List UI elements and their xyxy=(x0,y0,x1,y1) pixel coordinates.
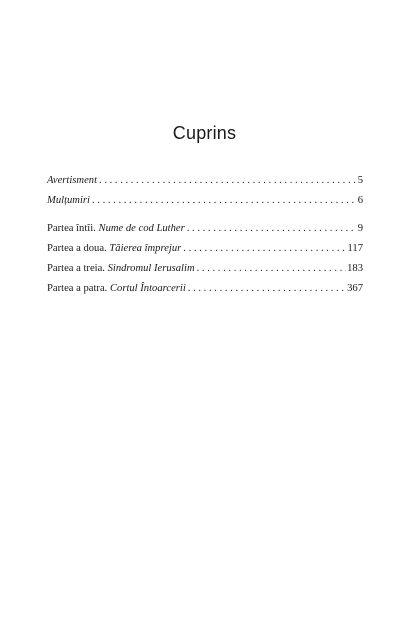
page-title: Cuprins xyxy=(172,123,237,143)
toc-entry-title: Sindromul Ierusalim xyxy=(107,263,195,274)
dot-leader xyxy=(188,281,346,297)
toc-entry-title: Mulțumiri xyxy=(47,195,90,206)
toc-entry-title: Nume de cod Luther xyxy=(98,223,185,234)
toc-part-prefix: Partea întîi. xyxy=(47,223,96,234)
toc-entry-part-1[interactable] xyxy=(47,221,363,237)
toc-entry-avertisment[interactable] xyxy=(47,173,363,189)
toc-part-prefix: Partea a patra. xyxy=(47,283,108,294)
toc-part-prefix: Partea a treia. xyxy=(47,263,105,274)
toc-part-prefix: Partea a doua. xyxy=(47,243,107,254)
dot-leader xyxy=(183,241,346,257)
toc-page-number: 6 xyxy=(357,195,363,206)
dot-leader xyxy=(197,261,347,277)
toc-entry-part-2[interactable] xyxy=(47,241,363,257)
dot-leader xyxy=(99,173,357,189)
toc-page-number: 9 xyxy=(357,223,363,234)
toc-page-number: 367 xyxy=(347,283,363,294)
toc-entry-part-4[interactable] xyxy=(47,281,363,297)
dot-leader xyxy=(92,193,357,209)
dot-leader xyxy=(187,221,357,237)
toc-entry-title: Avertisment xyxy=(47,175,98,186)
toc-page-number: 183 xyxy=(347,263,363,274)
toc-page-number: 117 xyxy=(347,243,363,254)
toc-entry-title: Tăierea împrejur xyxy=(109,243,182,254)
toc-page-number: 5 xyxy=(357,175,363,186)
toc-entry-multumiri[interactable] xyxy=(47,193,363,209)
toc-entry-part-3[interactable] xyxy=(47,261,363,277)
toc-entry-title: Cortul Întoarcerii xyxy=(109,283,186,294)
